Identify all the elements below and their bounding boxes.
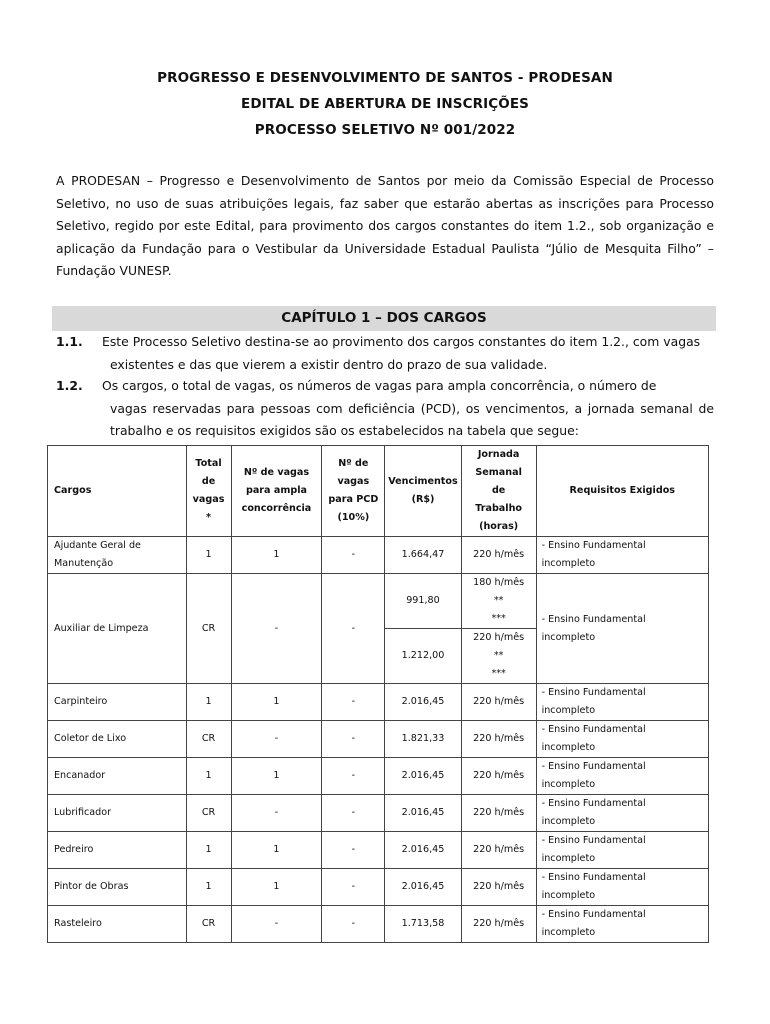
cell-pcd: - xyxy=(322,795,385,832)
cell-ampla: - xyxy=(231,795,322,832)
cell-total: CR xyxy=(186,906,231,943)
cell-total: CR xyxy=(186,574,231,684)
item-text-rest: existentes e das que vierem a existir dentro do prazo de sua validade. xyxy=(110,356,548,372)
cell-pcd: - xyxy=(322,537,385,574)
cell-vencimentos: 2.016,45 xyxy=(385,795,461,832)
cell-cargo: Ajudante Geral de Manutenção xyxy=(48,537,187,574)
cell-vencimentos: 1.713,58 xyxy=(385,906,461,943)
cell-requisitos: - Ensino Fundamental incompleto xyxy=(536,574,708,684)
cell-cargo: Rasteleiro xyxy=(48,906,187,943)
cell-requisitos: - Ensino Fundamental incompleto xyxy=(536,684,708,721)
cell-pcd: - xyxy=(322,758,385,795)
cell-cargo: Pedreiro xyxy=(48,832,187,869)
cell-cargo: Lubrificador xyxy=(48,795,187,832)
cell-jornada: 220 h/mês xyxy=(461,537,536,574)
table-row xyxy=(48,906,709,943)
cell-jornada: 220 h/mês xyxy=(461,758,536,795)
cell-total: 1 xyxy=(186,684,231,721)
cell-cargo: Carpinteiro xyxy=(48,684,187,721)
cell-jornada: 220 h/mês xyxy=(461,684,536,721)
cell-requisitos: - Ensino Fundamental incompleto xyxy=(536,906,708,943)
cell-requisitos: - Ensino Fundamental incompleto xyxy=(536,537,708,574)
cell-cargo: Coletor de Lixo xyxy=(48,721,187,758)
cell-ampla: 1 xyxy=(231,537,322,574)
cell-vencimentos: 1.664,47 xyxy=(385,537,461,574)
item-1-2 xyxy=(56,375,714,443)
cell-jornada: 220 h/mês ** *** xyxy=(461,629,536,684)
cell-requisitos: - Ensino Fundamental incompleto xyxy=(536,832,708,869)
cargos-table xyxy=(47,445,709,943)
item-number: 1.1. xyxy=(56,334,83,349)
cell-cargo: Encanador xyxy=(48,758,187,795)
cell-ampla: - xyxy=(231,906,322,943)
cell-ampla: 1 xyxy=(231,684,322,721)
header-line-2: EDITAL DE ABERTURA DE INSCRIÇÕES xyxy=(241,96,529,112)
cell-ampla: 1 xyxy=(231,832,322,869)
cell-pcd: - xyxy=(322,869,385,906)
cell-requisitos: - Ensino Fundamental incompleto xyxy=(536,758,708,795)
cell-vencimentos: 2.016,45 xyxy=(385,758,461,795)
item-text-line1: Este Processo Seletivo destina-se ao provimento dos cargos constantes do item 1.2., com vagas xyxy=(102,334,701,349)
cell-jornada: 180 h/mês ** *** xyxy=(461,574,536,629)
cell-pcd: - xyxy=(322,721,385,758)
cell-ampla: - xyxy=(231,574,322,684)
intro-paragraph: A PRODESAN – Progresso e Desenvolvimento de Santos por meio da Comissão Especial de Processo Seletivo, no uso de suas atribuições legais, faz saber que estarão abertas as inscrições para Processo Seletivo, regido por este Edital, para provimento dos cargos constantes do item 1.2., sob organização e aplicação da Fundação para o Vestibular da Universidade Estadual Paulista “Júlio de Mesquita Filho” – Fundação VUNESP. xyxy=(56,173,714,279)
table-row xyxy=(48,832,709,869)
cell-requisitos: - Ensino Fundamental incompleto xyxy=(536,795,708,832)
cell-vencimentos: 2.016,45 xyxy=(385,869,461,906)
table-row xyxy=(48,684,709,721)
cell-vencimentos: 2.016,45 xyxy=(385,832,461,869)
table-row xyxy=(48,574,709,629)
cell-cargo: Auxiliar de Limpeza xyxy=(48,574,187,684)
cell-jornada: 220 h/mês xyxy=(461,869,536,906)
header-jornada: Jornada Semanal de Trabalho (horas) xyxy=(461,446,536,537)
cell-jornada: 220 h/mês xyxy=(461,906,536,943)
cell-total: 1 xyxy=(186,758,231,795)
cell-ampla: 1 xyxy=(231,758,322,795)
cell-cargo: Pintor de Obras xyxy=(48,869,187,906)
table-row xyxy=(48,795,709,832)
cell-requisitos: - Ensino Fundamental incompleto xyxy=(536,721,708,758)
cell-ampla: - xyxy=(231,721,322,758)
cell-pcd: - xyxy=(322,684,385,721)
item-text-line1: Os cargos, o total de vagas, os números de vagas para ampla concorrência, o número de xyxy=(102,378,657,393)
cell-total: CR xyxy=(186,795,231,832)
cell-pcd: - xyxy=(322,574,385,684)
header-cargos: Cargos xyxy=(48,446,187,537)
cell-jornada: 220 h/mês xyxy=(461,795,536,832)
chapter-title: CAPÍTULO 1 – DOS CARGOS xyxy=(52,306,716,331)
cell-vencimentos: 991,80 xyxy=(385,574,461,629)
header-ampla-concorrencia: Nº de vagas para ampla concorrência xyxy=(231,446,322,537)
item-text-rest: vagas reservadas para pessoas com deficiência (PCD), os vencimentos, a jornada semanal de trabalho e os requisitos exigidos são os estabelecidos na tabela que segue: xyxy=(110,400,714,438)
header-pcd: Nº de vagas para PCD (10%) xyxy=(322,446,385,537)
header-requisitos: Requisitos Exigidos xyxy=(536,446,708,537)
cell-jornada: 220 h/mês xyxy=(461,721,536,758)
cell-vencimentos: 1.821,33 xyxy=(385,721,461,758)
header-line-1: PROGRESSO E DESENVOLVIMENTO DE SANTOS - PRODESAN xyxy=(157,70,613,86)
table-row xyxy=(48,721,709,758)
table-row xyxy=(48,537,709,574)
cell-total: CR xyxy=(186,721,231,758)
cell-pcd: - xyxy=(322,832,385,869)
table-header-row xyxy=(48,446,709,537)
cell-total: 1 xyxy=(186,537,231,574)
cell-requisitos: - Ensino Fundamental incompleto xyxy=(536,869,708,906)
header-line-3: PROCESSO SELETIVO Nº 001/2022 xyxy=(254,122,516,138)
cell-jornada: 220 h/mês xyxy=(461,832,536,869)
item-1-1 xyxy=(56,331,714,376)
cell-ampla: 1 xyxy=(231,869,322,906)
cell-total: 1 xyxy=(186,869,231,906)
cell-vencimentos: 1.212,00 xyxy=(385,629,461,684)
cell-total: 1 xyxy=(186,832,231,869)
header-vencimentos: Vencimentos (R$) xyxy=(385,446,461,537)
table-row xyxy=(48,869,709,906)
cell-vencimentos: 2.016,45 xyxy=(385,684,461,721)
cell-pcd: - xyxy=(322,906,385,943)
table-row xyxy=(48,758,709,795)
item-number: 1.2. xyxy=(56,378,83,393)
header-total-vagas: Total de vagas * xyxy=(186,446,231,537)
